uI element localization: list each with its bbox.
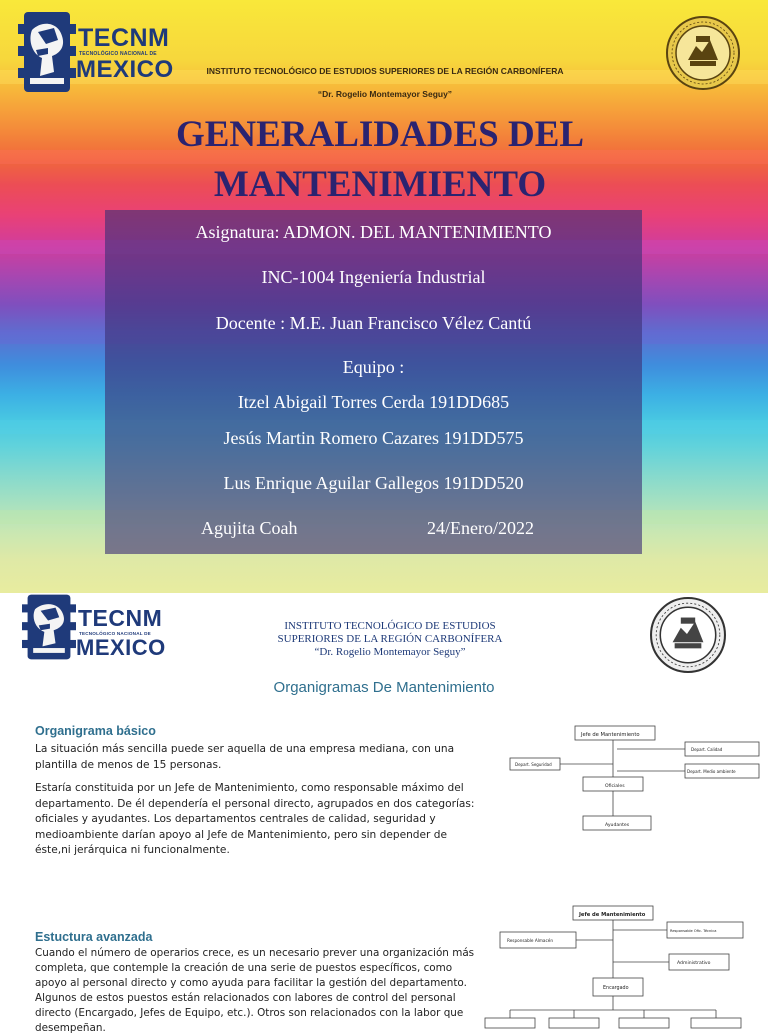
title-line-1: GENERALIDADES DEL [175, 114, 585, 155]
org-label-level2: Oficiales [605, 784, 625, 789]
content-page [0, 593, 768, 1034]
subject-text: Asignatura: ADMON. DEL MANTENIMIENTO [195, 222, 552, 242]
team-member: Jesús Martin Romero Cazares 191DD575 [223, 428, 524, 448]
advanced-org-paragraph: Cuando el número de operarios crece, es un necesario prever una organización más completa, que contemple la creación de una serie de puestos específicos, como apoyo al personal directo y como ayuda para facilitar la gestión del departamento. Algunos de estos puestos están relacionados con labores de control del personal directo (Encargado, Jefes de Equipo, etc.). Otros son relacionados con la labor que desempeñan. [35, 947, 475, 1034]
logo-main-text: TECNM [78, 605, 163, 631]
org-label-left: Responsable Almacén [507, 938, 554, 943]
institute-seal [666, 16, 740, 90]
cover-info-box [105, 210, 642, 554]
logo-country-text: MEXICO [76, 635, 166, 660]
institute-name-line-1: INSTITUTO TECNOLÓGICO DE ESTUDIOS [284, 620, 496, 632]
logo-main-text: TECNM [78, 24, 170, 52]
logo-country-text: MEXICO [76, 56, 174, 83]
institute-name: INSTITUTO TECNOLÓGICO DE ESTUDIOS SUPERIORES DE LA REGIÓN CARBONÍFERA [206, 66, 564, 76]
logo-sub-text: TECNOLÓGICO NACIONAL DE [79, 51, 157, 57]
org-label-level3: Ayudantes [605, 823, 630, 828]
tecnm-gear-icon [22, 593, 76, 661]
team-member: Lus Enrique Aguilar Gallegos 191DD520 [223, 473, 524, 493]
title-line-2: MANTENIMIENTO [213, 164, 547, 205]
team-member: Itzel Abigail Torres Cerda 191DD685 [237, 392, 510, 412]
org-label-right-mid: Administrativo [677, 961, 711, 966]
advanced-org-title: Estuctura avanzada [35, 930, 153, 944]
course-text: INC-1004 Ingeniería Industrial [261, 267, 486, 287]
institute-motto: “Dr. Rogelio Montemayor Seguy” [314, 646, 466, 658]
basic-org-title: Organigrama básico [35, 724, 156, 738]
teacher-text: Docente : M.E. Juan Francisco Vélez Cantú [215, 313, 532, 333]
logo-sub-text: TECNOLÓGICO NACIONAL DE [79, 631, 151, 636]
institute-seal [650, 597, 726, 673]
org-label-center: Encargado [603, 986, 629, 991]
basic-org-paragraph-1: La situación más sencilla puede ser aquella de una empresa mediana, con una plantilla de menos de 15 personas. [35, 743, 455, 771]
seal-icon [666, 16, 740, 90]
basic-org-chart [505, 721, 763, 843]
date-text: 24/Enero/2022 [427, 518, 534, 538]
tecnm-logo [22, 593, 166, 663]
team-label: Equipo : [342, 357, 405, 377]
org-label-head: Jefe de Mantenimiento [581, 732, 640, 738]
place-text: Agujita Coah [201, 518, 298, 538]
org-label-right-top: Responsable Ofic. Técnica [670, 929, 717, 933]
institute-name-line-2: SUPERIORES DE LA REGIÓN CARBONÍFERA [277, 633, 503, 645]
org-label-right-bottom: Depart. Medio ambiente [687, 769, 736, 774]
advanced-org-chart [485, 898, 763, 1024]
org-label-left: Depart. Seguridad [515, 762, 552, 767]
section-heading: Organigramas De Mantenimiento [273, 679, 495, 696]
institute-motto: “Dr. Rogelio Montemayor Seguy” [317, 89, 453, 99]
basic-org-paragraph-2: Estaría constituida por un Jefe de Mantenimiento, como responsable máximo del departamento. De él dependería el personal directo, agrupados en dos categorías: oficiales y ayudantes. Los departamentos centrales de calidad, seguridad y medioambiente darían apoyo al Jefe de Mantenimiento, pero sin depender de éste,ni jerárquica ni funcionalmente. [35, 782, 475, 856]
tecnm-gear-icon [18, 10, 76, 94]
org-label-head: Jefe de Mantenimiento [579, 912, 646, 918]
seal-icon [650, 597, 726, 673]
org-label-right-top: Depart. Calidad [691, 747, 723, 752]
tecnm-logo [18, 10, 174, 96]
